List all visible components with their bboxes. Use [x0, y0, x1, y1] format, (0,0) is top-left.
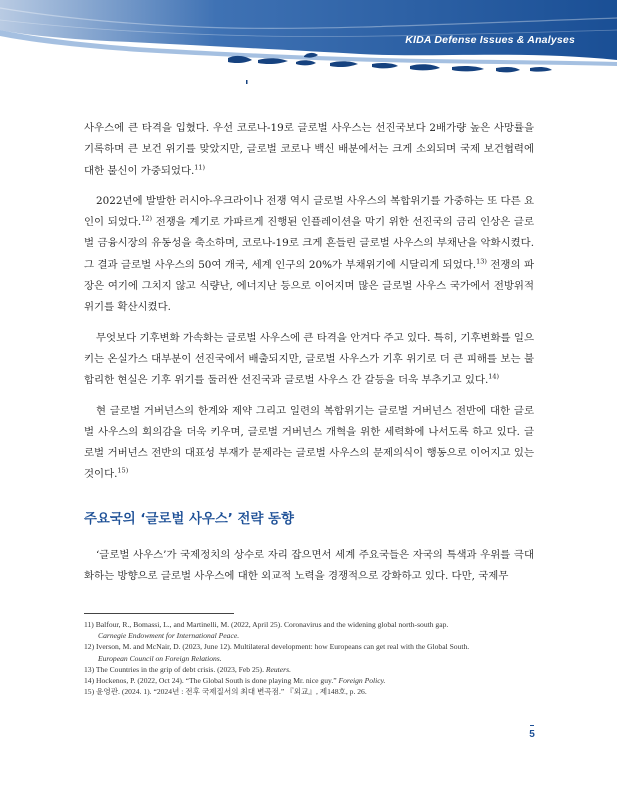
footnote-11: [84, 619, 544, 641]
header-banner: [0, 0, 617, 92]
footnote-ref-15[interactable]: 15): [117, 466, 129, 475]
footnote-source: Reuters.: [265, 664, 291, 674]
paragraph-text: 2022년에 발발한 러시아-우크라이나 전쟁 역시 글로벌 사우스의 복합위기를 가중하는 또 다른 요인이 되었다.: [84, 194, 534, 229]
footnote-text: 11) Balfour, R., Bomassi, L., and Martinelli, M. (2022, April 25). Coronavirus and the widening global north-south gap.: [84, 620, 449, 629]
page-number: [524, 725, 540, 740]
paragraph-4: [84, 401, 534, 486]
footnote-text: 14) Hockenos, P. (2022, Oct 24). “The Global South is done playing Mr. nice guy.”: [84, 676, 339, 686]
paragraph-text: 사우스에 큰 타격을 입혔다. 우선 코로나-19로 글로벌 사우스는 선진국보다 2배가량 높은 사망률을 기록하며 큰 보건 위기를 맞았지만, 글로벌 코로나 백신 배분에서는 크게 소외되며 국제 보건협력에 대한 불신이 가중되었다.: [84, 122, 534, 177]
footnote-12: [84, 641, 544, 663]
paragraph-1: [84, 118, 534, 182]
main-content: [84, 118, 534, 596]
footnote-divider: [84, 613, 234, 614]
footnote-ref-13[interactable]: 13): [476, 257, 487, 266]
footnote-ref-11[interactable]: 11): [194, 163, 206, 172]
footnotes: [84, 619, 544, 697]
paragraph-2: [84, 191, 534, 319]
paragraph-text: 무엇보다 기후변화 가속화는 글로벌 사우스에 큰 타격을 안겨다 주고 있다. 특히, 기후변화를 일으키는 온실가스 대부분이 선진국에서 배출되지만, 글로벌 사우스가 기후 위기로 더 큰 피해를 보는 불합리한 현실은 기후 위기를 둘러싼 선진국과 글로벌 사우스 간 갈등을 더욱 부추기고 있다.: [84, 331, 534, 387]
footnote-ref-12[interactable]: 12): [141, 214, 153, 223]
footnote-14: [84, 675, 544, 686]
paragraph-text: 전쟁을 계기로 가파르게 진행된 인플레이션을 막기 위한 선진국의 금리 인상은 글로벌 금융시장의 유동성을 축소하며, 코로나-19로 크게 흔들린 글로벌 사우스의 부채난을 악화시켰다. 그 결과 글로벌 사우스의 50여 개국, 세계 인구의 20%가 부채위기에 시달리게 되었다.: [84, 216, 534, 271]
page-number-text: 5: [529, 729, 535, 740]
paragraph-text: 전쟁의 파장은 여기에 그치지 않고 식량난, 에너지난 등으로 이어지며 많은 글로벌 사우스 국가에서 전방위적 위기를 확산시켰다.: [84, 258, 534, 314]
section-paragraph: ‘글로벌 사우스’가 국제정치의 상수로 자리 잡으면서 세계 주요국들은 자국의 특색과 우위를 극대화하는 방향으로 글로벌 사우스에 대한 외교적 노력을 경쟁적으로 강화하고 있다. 다만, 국제무: [84, 548, 534, 583]
footnote-source: European Council on Foreign Relations.: [98, 653, 222, 663]
page-number-dash: [530, 725, 534, 726]
footnote-text: 15) 윤영관. (2024. 1). “2024년 : 전후 국제질서의 최대 변곡점.” 『외교』, 제148호, p. 26.: [84, 687, 367, 697]
footnote-source: Carnegie Endowment for International Peace.: [98, 631, 240, 641]
footnote-ref-14[interactable]: 14): [488, 372, 500, 381]
header-title: KIDA Defense Issues & Analyses: [405, 34, 575, 46]
paragraph-3: [84, 328, 534, 392]
section-heading: 주요국의 ‘글로벌 사우스’ 전략 동향: [84, 511, 294, 527]
footnote-text: 12) Iverson, M. and McNair, D. (2023, June 12). Multilateral development: how Europeans can get real with the Global South.: [84, 642, 470, 652]
footnote-15: [84, 686, 544, 697]
paragraph-text: 현 글로벌 거버넌스의 한계와 제약 그리고 일련의 복합위기는 글로벌 거버넌스 전반에 대한 글로벌 사우스의 회의감을 더욱 키우며, 글로벌 거버넌스 개혁을 위한 세력화에 나서도록 하고 있다. 글로벌 거버넌스 전반의 대표성 부재가 문제라는 글로벌 사우스의 문제의식이 행동으로 이어지고 있는 것이다.: [84, 404, 534, 481]
footnote-text: 13) The Countries in the grip of debt crisis. (2023, Feb 25).: [84, 664, 266, 674]
footnote-source: Foreign Policy.: [338, 676, 386, 686]
footnote-13: [84, 664, 544, 675]
banner-graphic: [0, 0, 617, 92]
